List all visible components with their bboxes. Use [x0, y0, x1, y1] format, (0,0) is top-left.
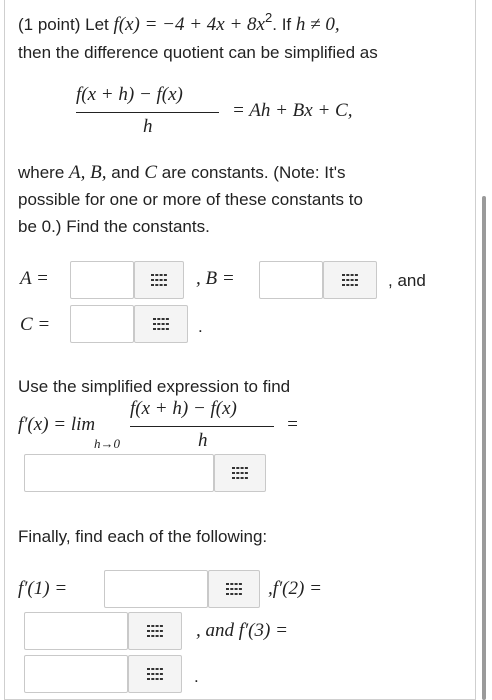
limit-subscript: h→0: [94, 436, 120, 451]
c-input[interactable]: [71, 306, 133, 342]
problem-line-5: be 0.) Find the constants.: [18, 217, 210, 236]
derivative-equation-editor-button[interactable]: [214, 454, 266, 492]
c-equation-editor-button[interactable]: [134, 305, 188, 343]
derivative-instruction: Use the simplified expression to find: [18, 377, 291, 396]
b-equation-editor-button[interactable]: [323, 261, 377, 299]
problem-line-2: then the difference quotient can be simplified as: [18, 43, 378, 62]
f3-equation-editor-button[interactable]: [128, 655, 182, 693]
quotient-numerator: f(x + h) − f(x): [76, 84, 183, 105]
f1-label: f′(1) =: [18, 578, 68, 599]
f3-label: , and f′(3) =: [196, 620, 288, 641]
f2-label: ,f′(2) =: [268, 578, 322, 599]
a-answer-box[interactable]: [70, 261, 134, 299]
finally-instruction: Finally, find each of the following:: [18, 527, 268, 546]
problem-intro: [18, 12, 340, 39]
derivative-fraction-bar: [130, 426, 274, 427]
where-line: [18, 160, 346, 186]
grid-icon: [147, 668, 163, 680]
c-period: .: [198, 317, 203, 336]
derivative-input[interactable]: [25, 455, 213, 491]
quotient-result: = Ah + Bx + C,: [232, 100, 353, 121]
f1-input[interactable]: [105, 571, 207, 607]
grid-icon: [226, 583, 242, 595]
derivative-lhs: f′(x) = lim: [18, 414, 96, 435]
problem-line-4: possible for one or more of these constants to: [18, 190, 363, 209]
a-input[interactable]: [71, 262, 133, 298]
derivative-numerator: f(x + h) − f(x): [130, 398, 237, 419]
grid-icon: [151, 274, 167, 286]
c-answer-box[interactable]: [70, 305, 134, 343]
function-exponent: 2: [265, 10, 273, 25]
b-input[interactable]: [260, 262, 322, 298]
if-word: If: [281, 15, 292, 34]
and-text: , and: [388, 271, 426, 290]
f1-answer-box[interactable]: [104, 570, 208, 608]
f3-input[interactable]: [25, 656, 127, 692]
quotient-denominator: h: [143, 116, 153, 137]
c-variable: C: [144, 162, 158, 183]
derivative-answer-box[interactable]: [24, 454, 214, 492]
function-period: .: [272, 15, 277, 34]
and-word: and: [111, 163, 140, 182]
derivative-equals: =: [286, 414, 299, 435]
a-equation-editor-button[interactable]: [134, 261, 184, 299]
points-label: (1 point): [18, 15, 81, 34]
let-word: Let: [85, 15, 109, 34]
condition: h ≠ 0,: [295, 14, 340, 35]
f2-answer-box[interactable]: [24, 612, 128, 650]
b-answer-box[interactable]: [259, 261, 323, 299]
where-word: where: [18, 163, 65, 182]
derivative-denominator: h: [198, 430, 208, 451]
f3-answer-box[interactable]: [24, 655, 128, 693]
f2-input[interactable]: [25, 613, 127, 649]
scrollbar[interactable]: [482, 196, 486, 700]
constants-list: A, B,: [69, 162, 107, 183]
grid-icon: [342, 274, 358, 286]
where-rest: are constants. (Note: It's: [161, 163, 346, 182]
grid-icon: [153, 318, 169, 330]
grid-icon: [147, 625, 163, 637]
f1-equation-editor-button[interactable]: [208, 570, 260, 608]
a-label: A =: [20, 268, 49, 289]
grid-icon: [232, 467, 248, 479]
function-rhs: −4 + 4x + 8x: [162, 14, 265, 35]
b-label: , B =: [196, 268, 235, 289]
f2-equation-editor-button[interactable]: [128, 612, 182, 650]
quotient-fraction-bar: [76, 112, 219, 113]
c-label: C =: [20, 314, 51, 335]
function-lhs: f(x) =: [113, 14, 158, 35]
final-period: .: [194, 667, 199, 686]
